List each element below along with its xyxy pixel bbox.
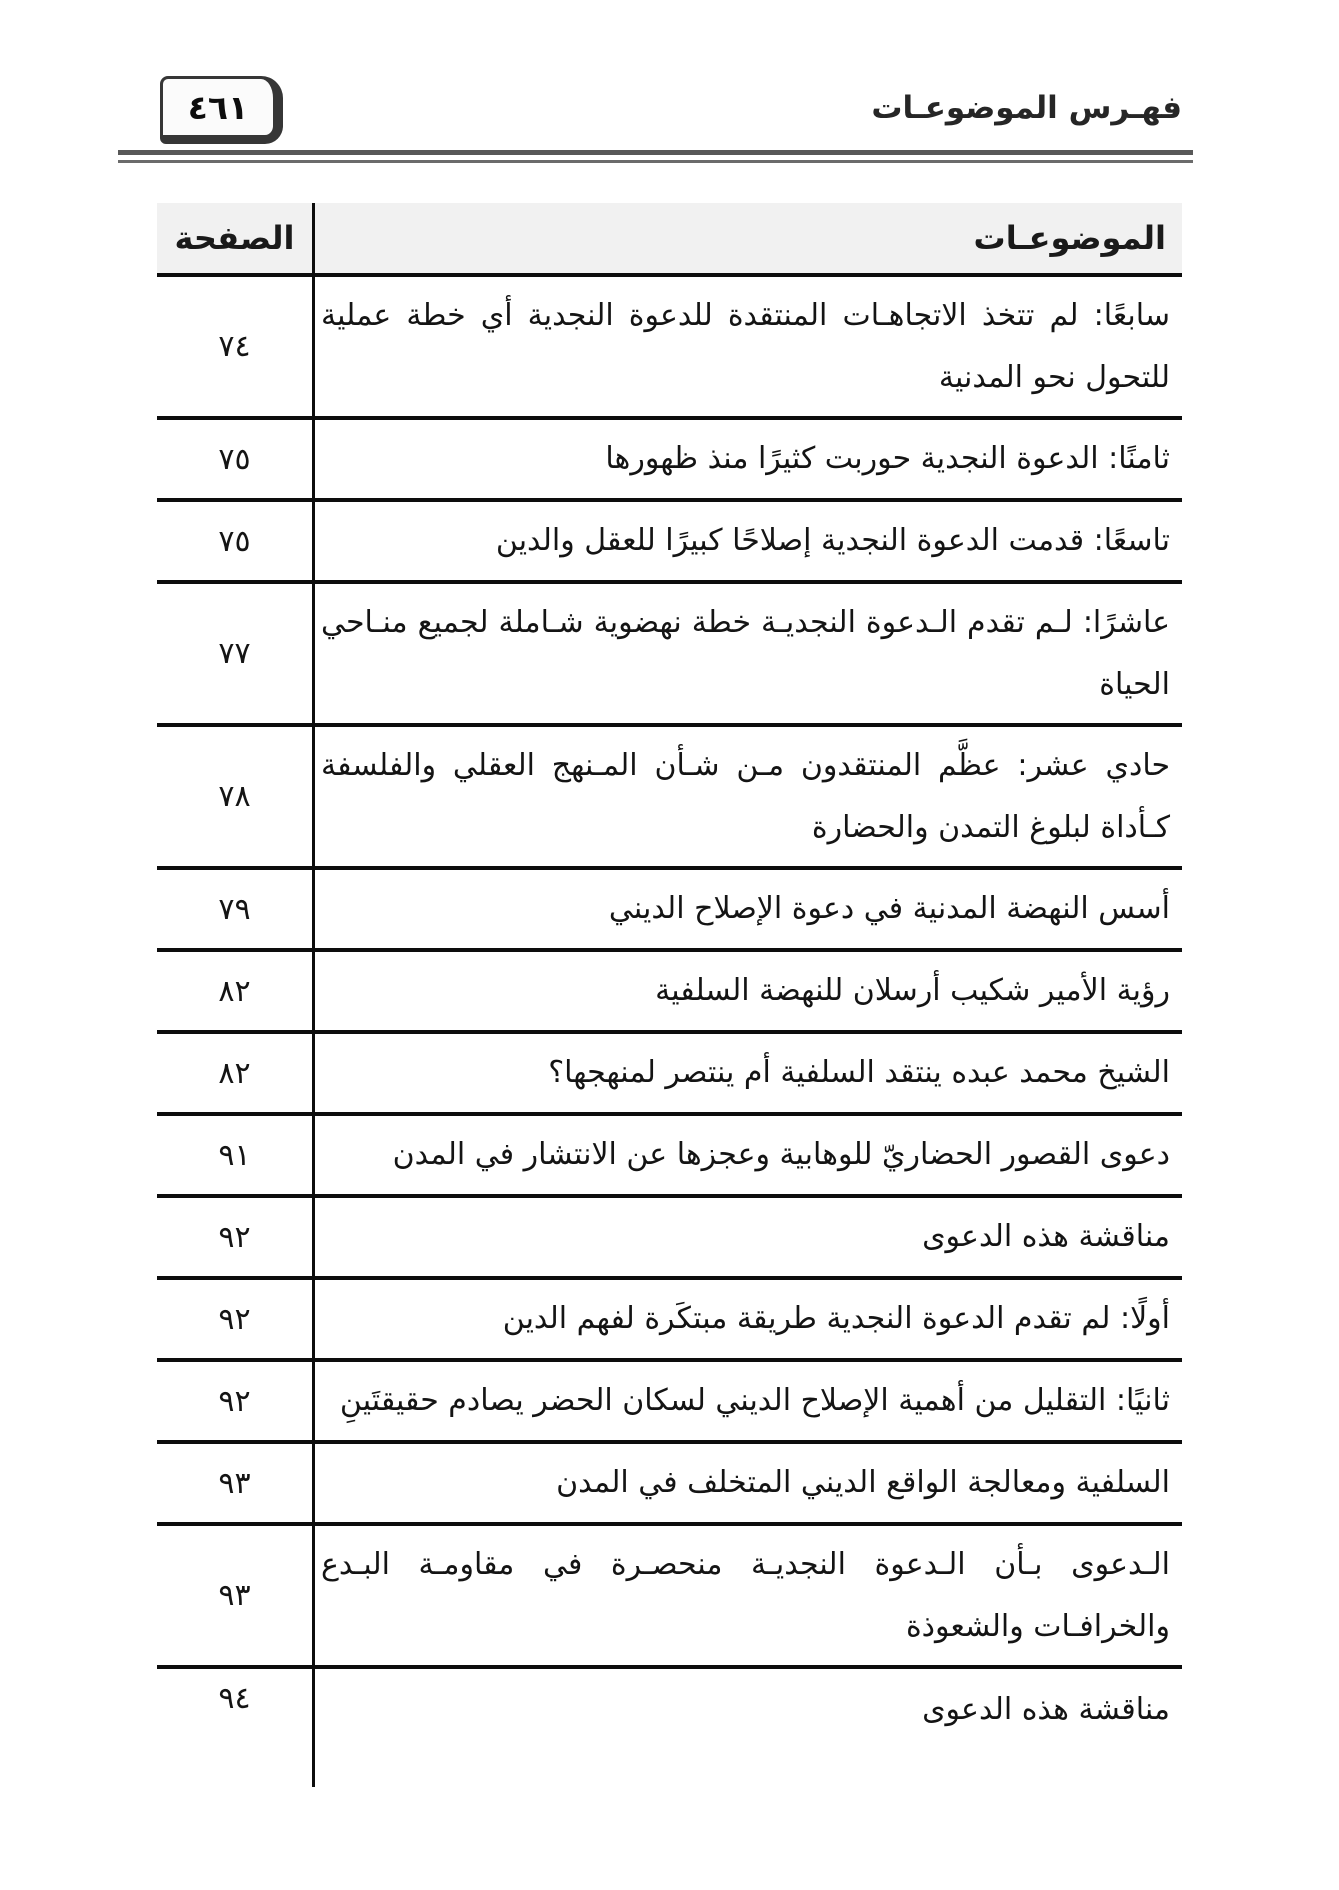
toc-page-number: ٨٢ [157,1034,315,1112]
toc-page-number: ٧٥ [157,502,315,580]
toc-page-number: ٨٢ [157,952,315,1030]
toc-topic-text: حادي عشر: عظَّم المنتقدون مـن شـأن المـنهج العقلي والفلسفة كـأداة لبلوغ التمدن والحضارة [321,748,1170,845]
toc-page-number: ٩٢ [157,1198,315,1276]
toc-page-number: ٧٨ [157,727,315,866]
toc-topic-text: دعوى القصور الحضاريّ للوهابية وعجزها عن الانتشار في المدن [392,1137,1170,1172]
toc-row [157,1034,1182,1116]
toc-page-number: ٩٣ [157,1526,315,1665]
toc-topic-text: السلفية ومعالجة الواقع الديني المتخلف في المدن [556,1465,1170,1500]
toc-topic-text: مناقشة هذه الدعوى [922,1219,1170,1254]
toc-topic-text: ثانيًا: التقليل من أهمية الإصلاح الديني لسكان الحضر يصادم حقيقتَينِ [339,1383,1170,1418]
toc-topic-text: رؤية الأمير شكيب أرسلان للنهضة السلفية [655,973,1170,1008]
toc-row [157,502,1182,584]
toc-topic-text: مناقشة هذه الدعوى [922,1692,1170,1727]
toc-row [157,1526,1182,1669]
toc-topic-text: ثامنًا: الدعوة النجدية حوربت كثيرًا منذ ظهورها [605,441,1170,476]
table-header-row [157,203,1182,277]
toc-row [157,870,1182,952]
page-number: ٤٦١ [187,87,249,127]
toc-topic-text: الشيخ محمد عبده ينتقد السلفية أم ينتصر لمنهجها؟ [548,1055,1170,1090]
toc-row [157,1444,1182,1526]
toc-topic-text: أولًا: لم تقدم الدعوة النجدية طريقة مبتكَرة لفهم الدين [502,1301,1170,1336]
toc-row [157,1362,1182,1444]
toc-row [157,952,1182,1034]
toc-table [157,203,1182,1787]
toc-row [157,727,1182,870]
toc-page-number: ٩٢ [157,1280,315,1358]
toc-row [157,1280,1182,1362]
page-number-badge [160,76,283,144]
toc-page-number: ٧٧ [157,584,315,723]
toc-page-number: ٧٤ [157,277,315,416]
toc-page-number: ٧٥ [157,420,315,498]
toc-row [157,1116,1182,1198]
toc-row [157,277,1182,420]
toc-row [157,420,1182,502]
toc-row [157,1198,1182,1280]
toc-topic-text: أسس النهضة المدنية في دعوة الإصلاح الديني [608,891,1170,926]
toc-topic-text: سابعًا: لم تتخذ الاتجاهـات المنتقدة للدعوة النجدية أي خطة عملية للتحول نحو المدنية [321,298,1170,395]
running-title: فهـرس الموضوعـات [871,90,1182,126]
toc-page-number: ٧٩ [157,870,315,948]
toc-topic-text: الـدعوى بـأن الـدعوة النجديـة منحصـرة في مقاومـة البـدع والخرافـات والشعوذة [321,1547,1170,1644]
page-column-header: الصفحة [157,203,315,273]
toc-row [157,584,1182,727]
toc-page-number: ٩٤ [157,1669,315,1787]
toc-row [157,1669,1182,1787]
header-double-rule [118,150,1193,163]
toc-topic-text: تاسعًا: قدمت الدعوة النجدية إصلاحًا كبيرًا للعقل والدين [495,523,1170,558]
toc-page-number: ٩٢ [157,1362,315,1440]
toc-page-number: ٩١ [157,1116,315,1194]
toc-rows [157,277,1182,1787]
toc-topic-text: عاشرًا: لـم تقدم الـدعوة النجديـة خطة نهضوية شـاملة لجميع منـاحي الحياة [321,605,1170,702]
topics-column-header: الموضوعـات [973,219,1166,257]
toc-page-number: ٩٣ [157,1444,315,1522]
